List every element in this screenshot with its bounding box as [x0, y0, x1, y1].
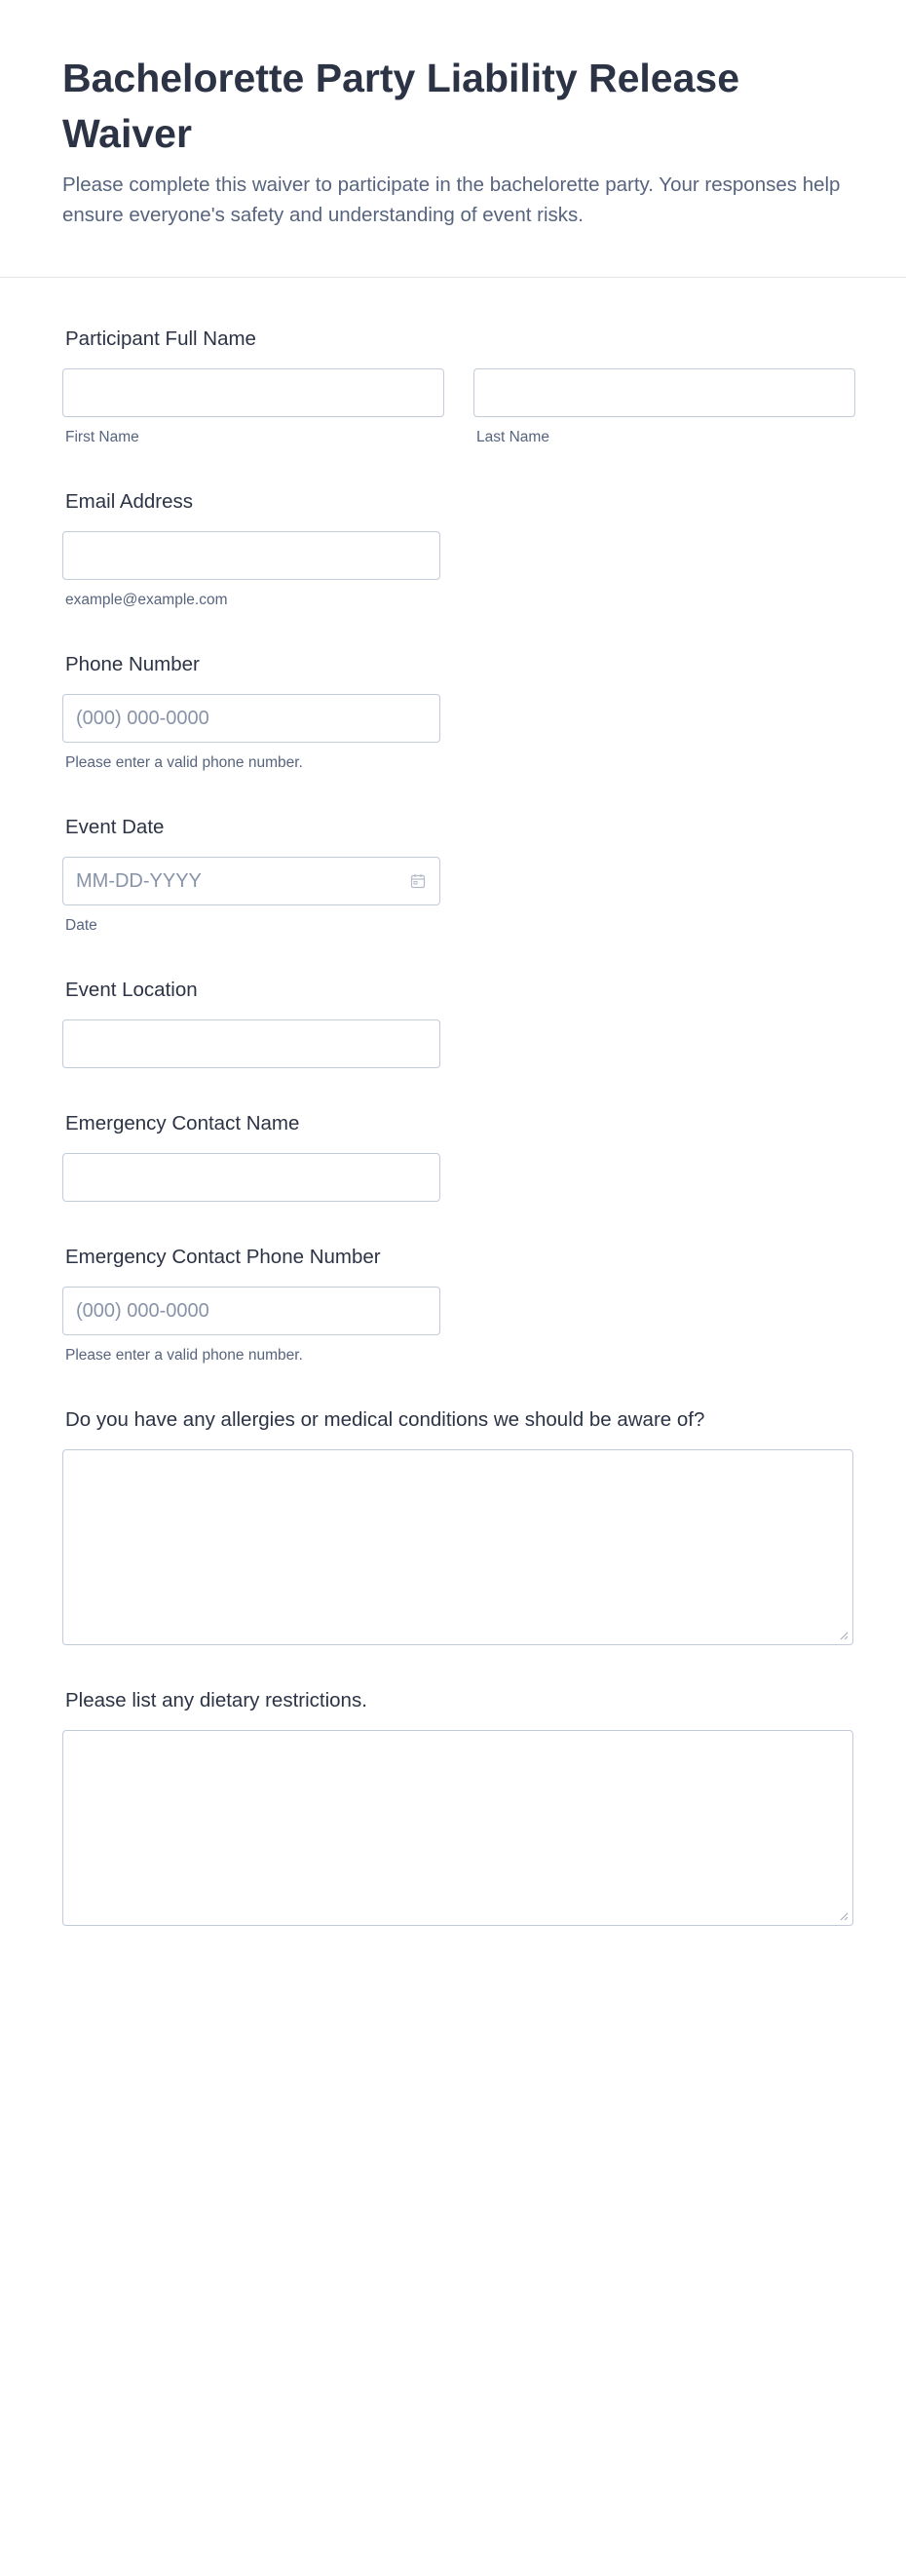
- form-header: [0, 0, 906, 278]
- dietary-label: Please list any dietary restrictions.: [65, 1689, 367, 1711]
- first-name-column: [62, 368, 444, 446]
- first-name-sublabel: First Name: [65, 429, 139, 445]
- email-input[interactable]: [62, 531, 440, 580]
- emergency-name-field: [62, 1111, 844, 1202]
- last-name-input[interactable]: [473, 368, 855, 417]
- emergency-phone-label: Emergency Contact Phone Number: [65, 1246, 381, 1268]
- page-title: Bachelorette Party Liability Release Waiver: [62, 56, 740, 156]
- medical-textarea[interactable]: [62, 1449, 853, 1645]
- first-name-input[interactable]: [62, 368, 444, 417]
- email-field: [62, 489, 844, 609]
- emergency-phone-placeholder: (000) 000-0000: [76, 1299, 209, 1322]
- emergency-name-label: Emergency Contact Name: [65, 1112, 300, 1134]
- full-name-field: [62, 327, 844, 446]
- emergency-phone-input[interactable]: [62, 1287, 440, 1335]
- phone-placeholder: (000) 000-0000: [76, 707, 209, 729]
- event-date-input[interactable]: [62, 857, 440, 905]
- event-date-placeholder: MM-DD-YYYY: [76, 869, 202, 892]
- dietary-textarea[interactable]: [62, 1730, 853, 1926]
- event-date-field: [62, 815, 844, 935]
- event-location-input[interactable]: [62, 1019, 440, 1068]
- email-label: Email Address: [65, 490, 194, 513]
- page-description: Please complete this waiver to participate in the bachelorette party. Your responses help ensure everyone's safety and understanding of event risks.: [62, 173, 841, 226]
- last-name-column: [473, 368, 855, 446]
- emergency-phone-field: [62, 1245, 844, 1365]
- medical-label: Do you have any allergies or medical conditions we should be aware of?: [65, 1408, 705, 1431]
- medical-field: [62, 1407, 844, 1645]
- phone-field: [62, 652, 844, 772]
- resize-handle-icon[interactable]: [839, 1631, 849, 1640]
- waiver-form: [0, 278, 906, 1926]
- last-name-sublabel: Last Name: [476, 429, 549, 445]
- event-date-sublabel: Date: [65, 917, 97, 934]
- full-name-label: Participant Full Name: [65, 327, 256, 350]
- event-location-label: Event Location: [65, 979, 198, 1001]
- event-location-field: [62, 978, 844, 1068]
- dietary-field: [62, 1688, 844, 1926]
- event-date-label: Event Date: [65, 816, 165, 838]
- emergency-phone-sublabel: Please enter a valid phone number.: [65, 1347, 303, 1364]
- phone-input[interactable]: [62, 694, 440, 743]
- calendar-icon[interactable]: [410, 873, 426, 889]
- phone-sublabel: Please enter a valid phone number.: [65, 754, 303, 771]
- emergency-name-input[interactable]: [62, 1153, 440, 1202]
- phone-label: Phone Number: [65, 653, 200, 675]
- resize-handle-icon[interactable]: [839, 1911, 849, 1921]
- full-name-row: [62, 368, 844, 446]
- email-sublabel: example@example.com: [65, 592, 228, 608]
